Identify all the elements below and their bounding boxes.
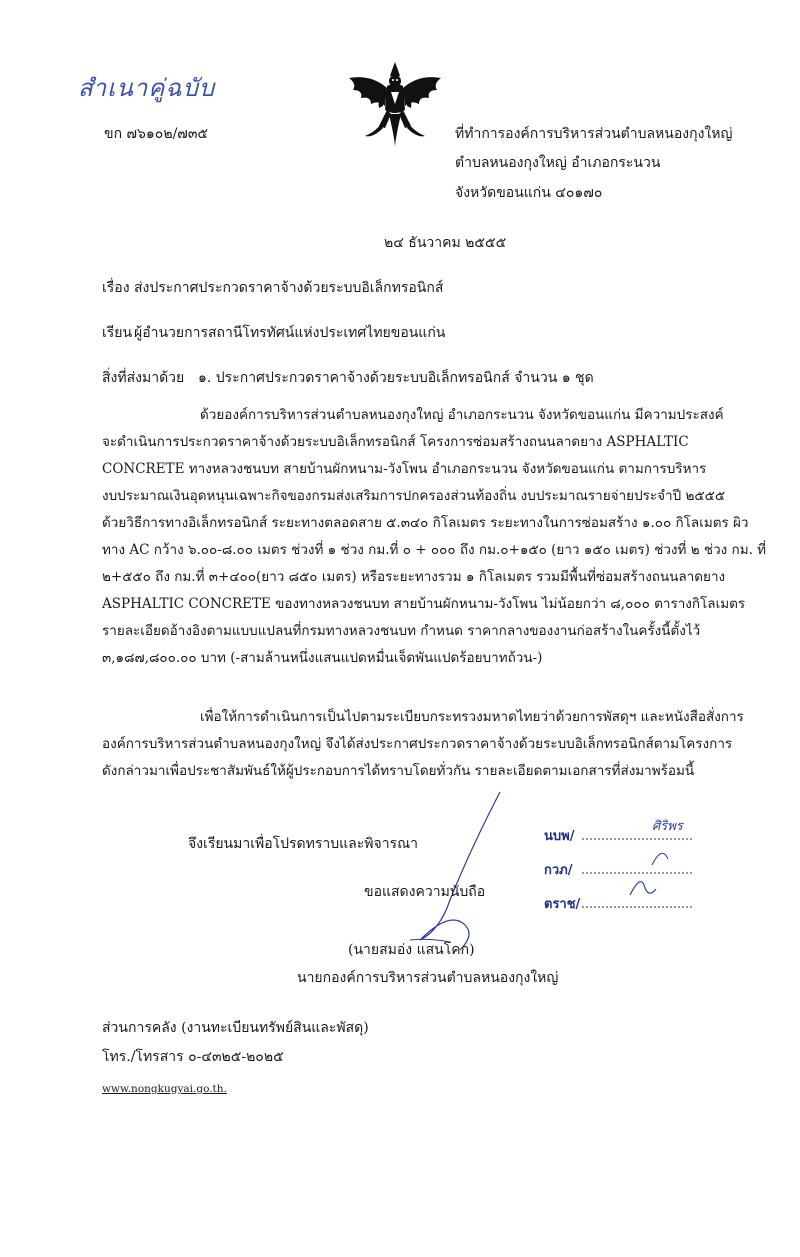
paragraph-line: ด้วยวิธีการทางอิเล็กทรอนิกส์ ระยะทางตลอดสาย ๕.๓๔๐ กิโลเมตร ระยะทางในการซ่อมสร้าง ๑.๐๐ กิโลเมตร ผิว	[102, 515, 749, 531]
subject-text: ส่งประกาศประกวดราคาจ้างด้วยระบบอิเล็กทรอนิกส์	[134, 280, 444, 296]
paragraph-line: ๒+๕๕๐ ถึง กม.ที่ ๓+๔๐๐(ยาว ๘๕๐ เมตร) หรือระยะทางรวม ๑ กิโลเมตร รวมมีพื้นที่ซ่อมสร้างถนนลาดยาง	[102, 569, 726, 585]
document-date: ๒๔ ธันวาคม ๒๕๕๕	[384, 235, 507, 251]
paragraph-line: องค์การบริหารส่วนตำบลหนองกุงใหญ่ จึงได้ส่งประกาศประกวดราคาจ้างด้วยระบบอิเล็กทรอนิกส์ตามโครงการ	[102, 736, 733, 752]
footer-website-link[interactable]: www.nongkugyai.go.th.	[102, 1083, 227, 1095]
sender-address-line-2: ตำบลหนองกุงใหญ่ อำเภอกระนวน	[455, 155, 661, 171]
stamp-handwritten-name: ศิริพร	[652, 819, 683, 834]
paragraph-line: งบประมาณเงินอุดหนุนเฉพาะกิจของกรมส่งเสริมการปกครองส่วนท้องถิ่น งบประมาณรายจ่ายประจำปี ๒๕๕๕	[102, 488, 726, 504]
paragraph-line: ๓,๑๘๗,๘๐๐.๐๐ บาท (-สามล้านหนึ่งแสนแปดหมื่นเจ็ดพันแปดร้อยบาทถ้วน-)	[102, 650, 543, 666]
signer-position: นายกองค์การบริหารส่วนตำบลหนองกุงใหญ่	[297, 970, 559, 986]
footer-phone: โทร./โทรสาร ๐-๔๓๒๕-๒๐๒๕	[102, 1049, 284, 1065]
approval-stamp	[542, 815, 772, 912]
paragraph-line: รายละเอียดอ้างอิงตามแบบแปลนที่กรมทางหลวงชนบท กำหนด ราคากลางของงานก่อสร้างในครั้งนี้ตั้งไว้	[102, 623, 701, 639]
paragraph-line: ทาง AC กว้าง ๖.๐๐-๘.๐๐ เมตร ช่วงที่ ๑ ช่วง กม.ที่ ๐ + ๐๐๐ ถึง กม.๐+๑๕๐ (ยาว ๑๕๐ เมตร) ช่วงที่ ๒ ช่วง กม. ที่	[102, 542, 767, 558]
closing-request: จึงเรียนมาเพื่อโปรดทราบและพิจารณา	[188, 836, 418, 852]
paragraph-line: ดังกล่าวมาเพื่อประชาสัมพันธ์ให้ผู้ประกอบการได้ทราบโดยทั่วกัน รายละเอียดตามเอกสารที่ส่งมาพร้อมนี้	[102, 763, 695, 779]
paragraph-line: ASPHALTIC CONCRETE ของทางหลวงชนบท สายบ้านผักหนาม-วังโพน ไม่น้อยกว่า ๘,๐๐๐ ตารางกิโลเมตร	[102, 596, 746, 612]
paragraph-line: CONCRETE ทางหลวงชนบท สายบ้านผักหนาม-วังโพน อำเภอกระนวน จังหวัดขอนแก่น ตามการบริหาร	[102, 461, 707, 477]
stamp-row-label: กวภ/	[544, 863, 573, 878]
footer-department: ส่วนการคลัง (งานทะเบียนทรัพย์สินและพัสดุ)	[102, 1020, 369, 1036]
stamp-row-label: นบพ/	[544, 829, 575, 844]
paragraph-line: เพื่อให้การดำเนินการเป็นไปตามระเบียบกระทรวงมหาดไทยว่าด้วยการพัสดุฯ และหนังสือสั่งการ	[200, 709, 744, 725]
sender-address-line-3: จังหวัดขอนแก่น ๔๐๑๗๐	[455, 185, 603, 201]
garuda-emblem-icon	[343, 60, 447, 150]
enclosure-text: ๑. ประกาศประกวดราคาจ้างด้วยระบบอิเล็กทรอนิกส์ จำนวน ๑ ชุด	[198, 370, 594, 386]
copy-stamp: สำเนาคู่ฉบับ	[78, 74, 216, 102]
stamp-row-label: ตราช/	[544, 897, 581, 912]
closing-salutation: ขอแสดงความนับถือ	[364, 884, 486, 900]
sender-address-line-1: ที่ทำการองค์การบริหารส่วนตำบลหนองกุงใหญ่	[455, 126, 733, 142]
body-paragraph-2	[102, 704, 744, 785]
paragraph-line: จะดำเนินการประกวดราคาจ้างด้วยระบบอิเล็กทรอนิกส์ โครงการซ่อมสร้างถนนลาดยาง ASPHALTIC	[102, 434, 689, 450]
body-paragraph-1	[102, 402, 767, 672]
enclosure-label: สิ่งที่ส่งมาด้วย	[102, 370, 185, 386]
subject-label: เรื่อง	[102, 280, 130, 296]
signer-name: (นายสมอ่ง แสนโคก)	[348, 942, 475, 958]
recipient-label: เรียน	[102, 325, 133, 341]
recipient-text: ผู้อำนวยการสถานีโทรทัศน์แห่งประเทศไทยขอนแก่น	[134, 325, 446, 341]
document-number: ขก ๗๖๑๐๒/๗๓๕	[104, 126, 208, 142]
paragraph-line: ด้วยองค์การบริหารส่วนตำบลหนองกุงใหญ่ อำเภอกระนวน จังหวัดขอนแก่น มีความประสงค์	[200, 407, 724, 423]
